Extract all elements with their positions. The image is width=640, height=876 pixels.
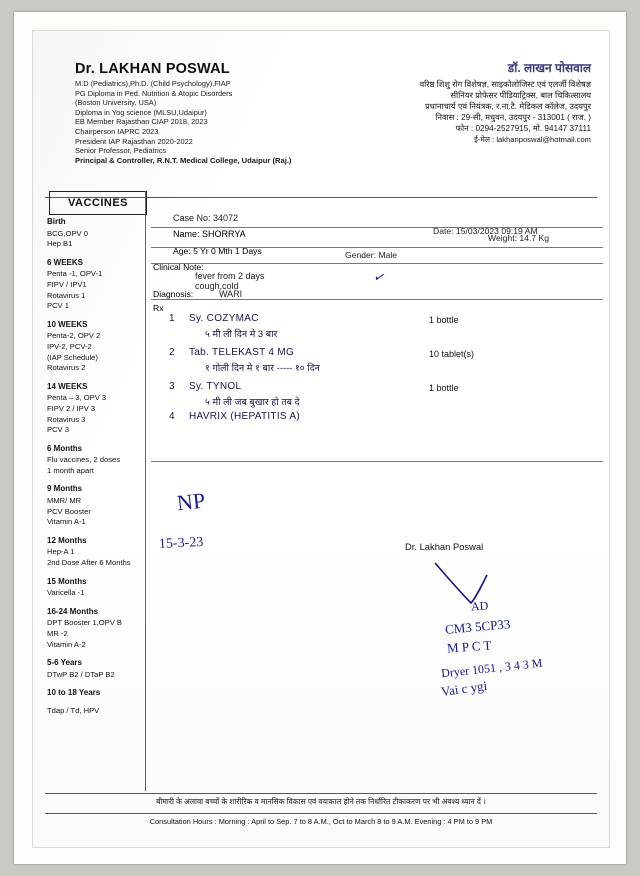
vaccine-item: FIPV 2 / IPV 3 bbox=[47, 403, 96, 413]
vaccine-item: Penta – 3, OPV 3 bbox=[47, 393, 107, 403]
vaccine-item: IPV-2, PCV-2 bbox=[47, 341, 92, 351]
vaccine-item: 2nd Dose After 6 Months bbox=[47, 558, 131, 568]
vaccine-group bbox=[47, 658, 147, 680]
vaccine-group bbox=[47, 484, 147, 527]
qualification-line: (Boston University, USA) bbox=[75, 98, 157, 108]
vaccine-group bbox=[47, 258, 147, 312]
vaccine-group-head: Birth bbox=[47, 217, 66, 226]
prescription-item bbox=[161, 411, 601, 441]
vaccine-group-head: 16-24 Months bbox=[47, 606, 99, 616]
vaccine-item: Rotavirus 3 bbox=[47, 414, 86, 424]
vaccine-group-head: 9 Months bbox=[47, 484, 83, 494]
clinical-note-line-1: fever from 2 days bbox=[195, 271, 265, 281]
hindi-detail-line: वरिष्ठ शिशु रोग विशेषज्ञ, साइकोलोजिस्ट एवं एलर्जी विशेषज्ञ bbox=[419, 80, 591, 89]
vaccine-group bbox=[47, 320, 147, 374]
rx-label: Rx bbox=[153, 303, 164, 313]
doctor-name-english: Dr. LAKHAN POSWAL bbox=[75, 61, 230, 77]
note-line: CM3 5CP33 bbox=[444, 616, 511, 637]
vaccine-item: PCV Booster bbox=[47, 506, 91, 516]
item-quantity: 1 bottle bbox=[429, 315, 459, 325]
hindi-detail-line: प्रधानाचार्य एवं नियंत्रक, र.ना.टै. मेडिकल कॉलेज, उदयपुर bbox=[425, 102, 591, 111]
vaccine-item: PCV 1 bbox=[47, 301, 69, 311]
vaccine-item: Tdap / Td, HPV bbox=[47, 705, 100, 715]
prescription-divider bbox=[151, 461, 603, 462]
item-number: 2 bbox=[169, 347, 175, 358]
vaccines-title: VACCINES bbox=[67, 197, 129, 209]
vaccine-group-head: 12 Months bbox=[47, 535, 87, 545]
qualification-line: Chairperson IAPRC 2023 bbox=[75, 126, 159, 136]
vaccine-item: DTwP B2 / DTaP B2 bbox=[47, 669, 115, 679]
item-name: Sy. COZYMAC bbox=[189, 313, 259, 324]
patient-gender: Gender: Male bbox=[345, 250, 398, 260]
note-line: AD bbox=[470, 598, 489, 614]
qualification-line: M.D (Pediatrics),Ph.D. (Child Psychology),FIAP bbox=[75, 79, 231, 88]
vaccine-schedule-list bbox=[47, 217, 147, 725]
diagnosis-label: Diagnosis: bbox=[153, 289, 194, 299]
vaccine-item: Varicella -1 bbox=[47, 588, 85, 598]
prescription-item bbox=[161, 313, 601, 347]
vaccine-group-head: 15 Months bbox=[47, 576, 87, 586]
patient-weight: Weight: 14.7 Kg bbox=[488, 233, 549, 243]
vaccine-item: Flu vaccines, 2 doses bbox=[47, 455, 121, 465]
item-number: 1 bbox=[169, 313, 175, 324]
vaccine-group-head: 14 WEEKS bbox=[47, 381, 88, 391]
note-line: Dryer 1051 , 3 4 3 M bbox=[440, 655, 544, 681]
item-quantity: 10 tablet(s) bbox=[429, 349, 475, 359]
visit-date: Date: 15/03/2023 09:19 AM bbox=[433, 226, 538, 236]
vaccine-item: Penta -1, OPV-1 bbox=[47, 269, 103, 279]
vaccine-group bbox=[47, 607, 147, 650]
vaccine-item: Hep-A 1 bbox=[47, 547, 75, 557]
hindi-detail-line: फोन : 0294-2527915, मो. 94147 37111 bbox=[455, 124, 591, 133]
vaccine-item: FIPV / IPV1 bbox=[47, 279, 87, 289]
qualification-line: EB Member Rajasthan CIAP 2018, 2023 bbox=[75, 117, 208, 127]
vaccine-group bbox=[47, 577, 147, 599]
vaccine-item: (IAP Schedule) bbox=[47, 352, 98, 362]
qualification-line-bold: Principal & Controller, R.N.T. Medical College, Udaipur (Raj.) bbox=[75, 155, 292, 165]
handwritten-initials: NP bbox=[175, 487, 207, 516]
footer-hindi-note: बीमारी के अलावा बच्चों के शारीरिक व मानसिक विकास एवं वयःकाल होने तक निर्धारित टीकाकरण पर भी अवश्य ध्यान दें । bbox=[156, 797, 486, 806]
vaccine-group bbox=[47, 382, 147, 436]
item-number: 3 bbox=[169, 381, 175, 392]
patient-name: Name: SHORRYA bbox=[173, 229, 246, 239]
vaccine-item: DPT Booster 1,OPV B bbox=[47, 618, 122, 628]
qualification-line: PG Diploma in Ped. Nutrition & Atopic Disorders bbox=[75, 88, 233, 98]
vaccine-group bbox=[47, 536, 147, 569]
vaccine-item: Vitamin A-2 bbox=[47, 639, 86, 649]
vaccine-group-head: 10 to 18 Years bbox=[47, 688, 101, 698]
vaccine-group-head: 5-6 Years bbox=[47, 658, 82, 668]
hindi-detail-line: निवास : 29-सी, मधुवन, उदयपुर - 313001 ( राज. ) bbox=[435, 113, 591, 122]
letterhead bbox=[33, 31, 609, 169]
note-line: Vai c ygi bbox=[440, 677, 488, 700]
clinical-note-label: Clinical Note: bbox=[153, 262, 204, 272]
item-quantity: 1 bottle bbox=[429, 383, 459, 393]
prescription-paper bbox=[32, 30, 610, 848]
note-line: M P C T bbox=[446, 637, 492, 656]
sidebar-divider-lower bbox=[145, 461, 146, 791]
vaccine-item: MR -2 bbox=[47, 629, 68, 638]
qualification-line: Senior Professor, Pediatrics bbox=[75, 146, 167, 156]
qualification-line: President IAP Rajasthan 2020-2022 bbox=[75, 136, 193, 146]
vaccine-group bbox=[47, 444, 147, 477]
footer-divider-bottom bbox=[45, 813, 597, 814]
handwritten-date: 15-3-23 bbox=[158, 534, 204, 553]
scanned-page bbox=[14, 12, 626, 864]
prescription-list bbox=[161, 313, 601, 441]
vaccine-group-head: 6 Months bbox=[47, 443, 83, 453]
patient-age: Age: 5 Yr 0 Mth 1 Days bbox=[173, 246, 262, 256]
vaccine-item: Rotavirus 1 bbox=[47, 290, 86, 300]
doctor-details-hindi bbox=[325, 59, 591, 145]
handwritten-notes bbox=[437, 591, 627, 721]
vaccine-group-head: 10 WEEKS bbox=[47, 319, 88, 329]
doctor-qualifications bbox=[75, 79, 365, 165]
item-name: Sy. TYNOL bbox=[189, 381, 242, 392]
vaccine-item: PCV 3 bbox=[47, 425, 69, 435]
footer-divider-top bbox=[45, 793, 597, 794]
item-number: 4 bbox=[169, 411, 175, 422]
vaccine-item: BCG,OPV 0 bbox=[47, 228, 88, 238]
doctor-signature-name: Dr. Lakhan Poswal bbox=[405, 541, 484, 552]
vaccine-item: MMR/ MR bbox=[47, 496, 82, 506]
item-dose: १ गोली दिन मे १ बार ----- १० दिन bbox=[205, 362, 320, 373]
qualification-line: Diploma in Yog science (MLSU,Udaipur) bbox=[75, 107, 207, 117]
item-dose: ५ मी ली दिन मे 3 बार bbox=[205, 328, 278, 339]
vaccine-item: Rotavirus 2 bbox=[47, 363, 86, 373]
item-name: HAVRIX (HEPATITIS A) bbox=[189, 411, 301, 422]
pen-tick-mark: ✓ bbox=[371, 267, 388, 287]
vaccine-group bbox=[47, 688, 147, 716]
vaccine-item: Vitamin A-1 bbox=[47, 517, 86, 527]
prescription-item bbox=[161, 381, 601, 411]
case-divider-3 bbox=[151, 263, 603, 264]
consultation-hours: Consultation Hours : Morning : April to Sep. 7 to 8 A.M., Oct to March 8 to 9 A.M. Evening : 4 PM to 9 PM bbox=[149, 817, 493, 826]
item-dose: ५ मी ली जब बुखार हो तब दे bbox=[205, 396, 300, 407]
vaccine-group-head: 6 WEEKS bbox=[47, 257, 84, 267]
vaccine-item: Penta-2, OPV 2 bbox=[47, 331, 101, 341]
vaccine-item: Hep B1 bbox=[47, 239, 73, 249]
vaccine-item: 1 month apart bbox=[47, 465, 94, 475]
doctor-name-hindi: डॉ. लाखन पोसवाल bbox=[507, 61, 591, 75]
vaccine-group bbox=[47, 217, 147, 250]
diagnosis-value: WARI bbox=[219, 289, 243, 299]
case-number: Case No: 34072 bbox=[173, 213, 239, 223]
case-divider-4 bbox=[151, 299, 603, 300]
item-name: Tab. TELEKAST 4 MG bbox=[189, 347, 295, 358]
vaccines-title-box bbox=[49, 191, 147, 215]
hindi-detail-line: सीनियर प्रोफेसर पीडियाट्रिक्स, बाल चिकित्सालय bbox=[450, 91, 591, 100]
doctor-email: ई-मेल : lakhanposwal@hotmail.com bbox=[474, 135, 591, 144]
clinical-note-line-2: cough,cold bbox=[195, 281, 239, 291]
prescription-item bbox=[161, 347, 601, 381]
